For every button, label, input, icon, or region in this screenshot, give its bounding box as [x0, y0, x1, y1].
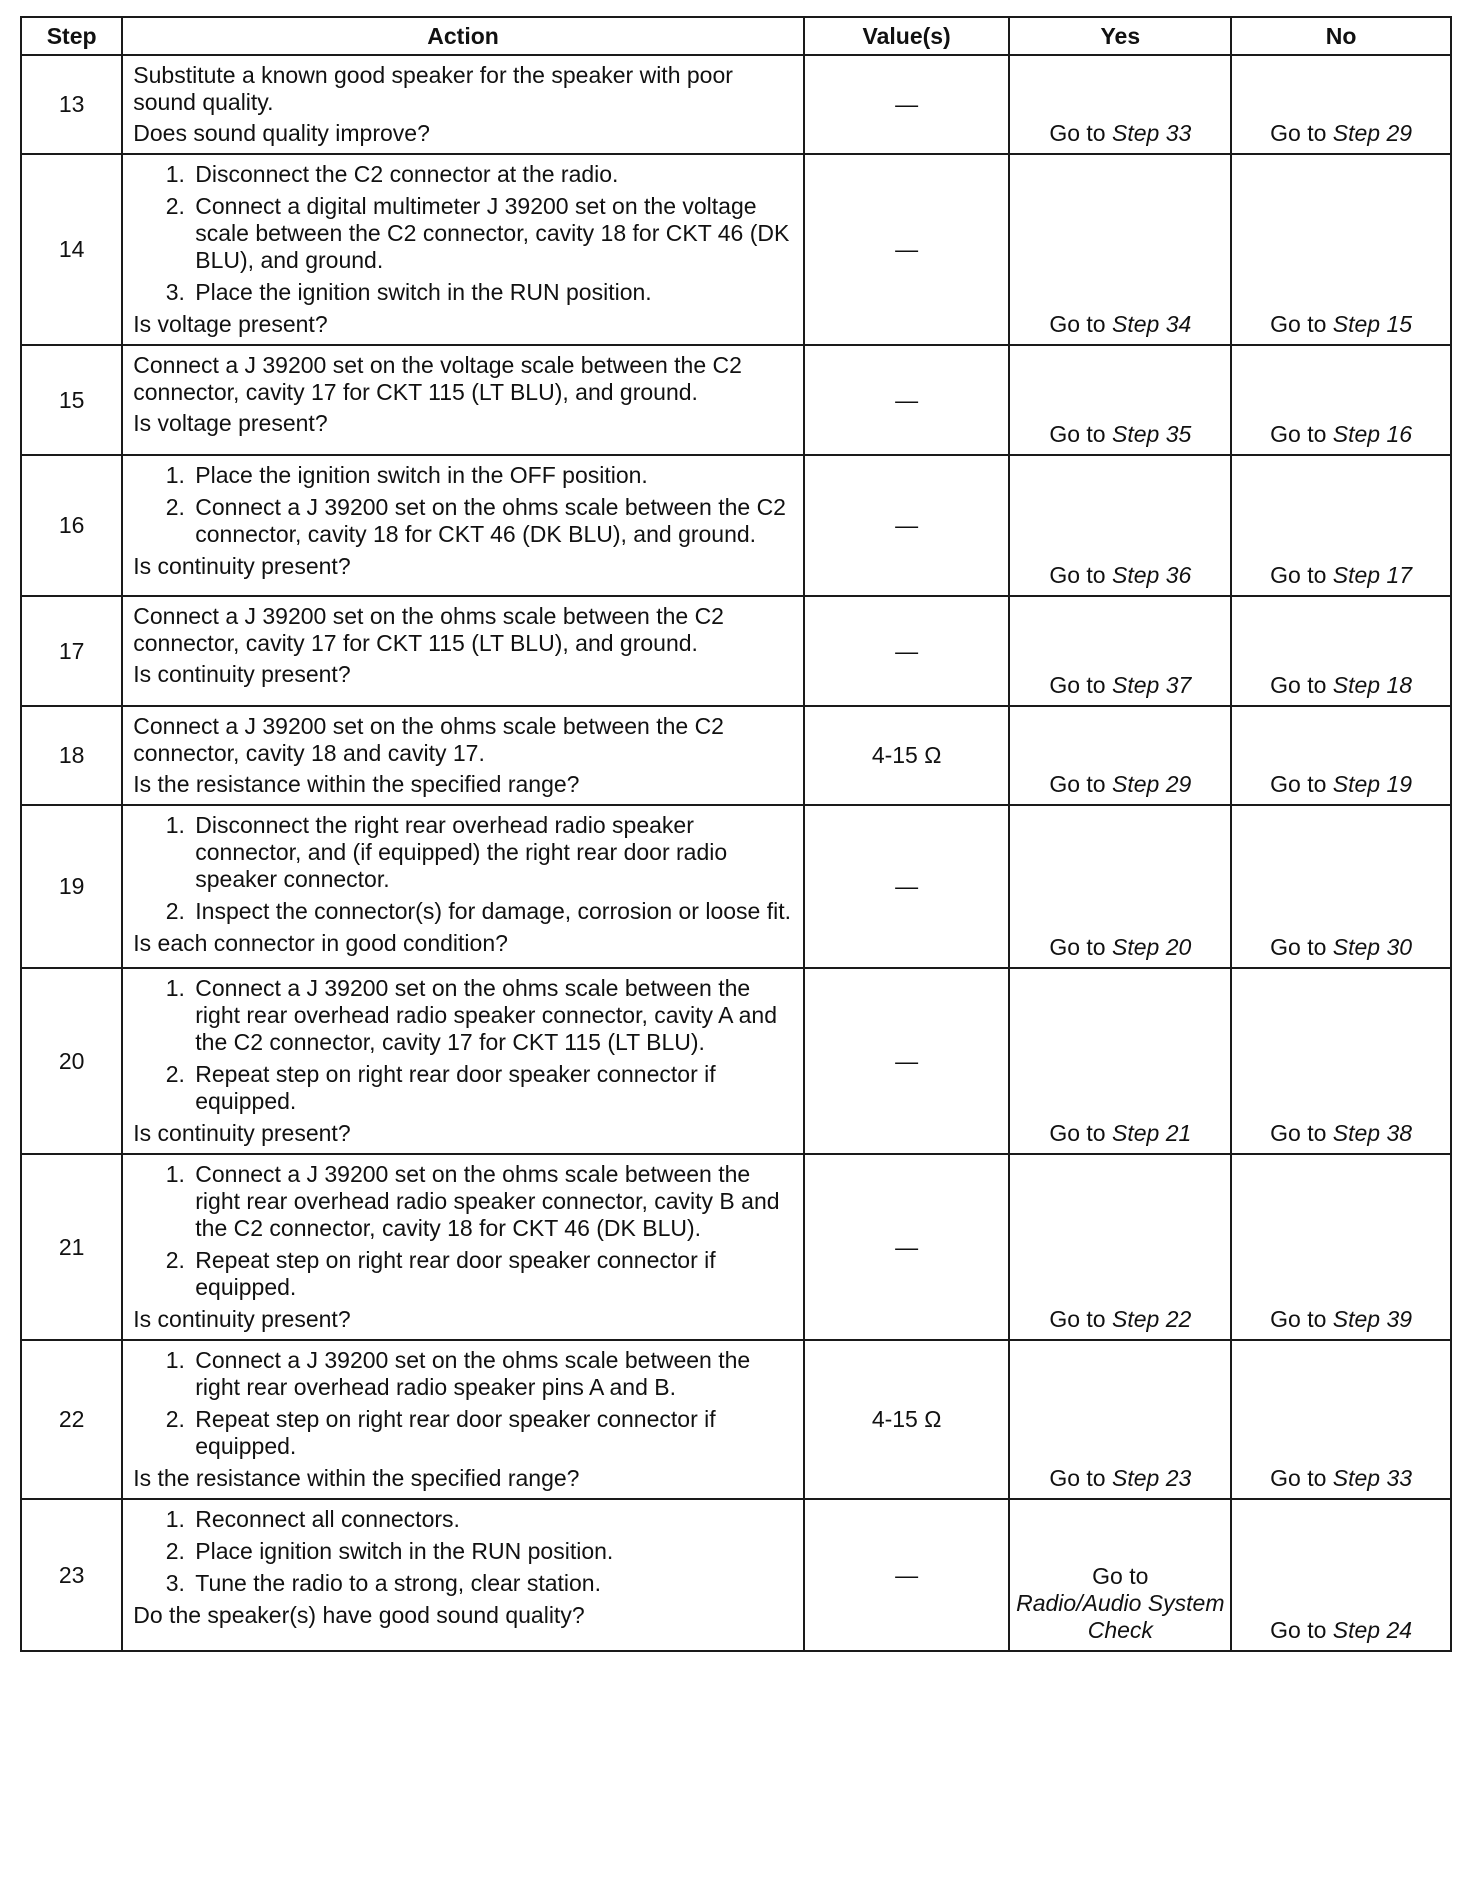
goto-prefix: Go to	[1270, 421, 1333, 447]
value-cell: —	[804, 455, 1010, 596]
no-outcome-cell	[1231, 455, 1451, 596]
action-cell	[122, 805, 804, 968]
table-row	[21, 1499, 1451, 1651]
action-cell	[122, 55, 804, 154]
goto-prefix: Go to	[1270, 562, 1333, 588]
action-step-item: 1. Disconnect the right rear overhead radio speaker connector, and (if equipped) the right rear door radio speaker connector.	[191, 812, 793, 893]
goto-target-link[interactable]: Step 39	[1332, 1306, 1413, 1332]
no-outcome-cell	[1231, 1340, 1451, 1499]
action-step-item: 1. Connect a J 39200 set on the ohms scale between the right rear overhead radio speaker connector, cavity B and the C2 connector, cavity 18 for CKT 46 (DK BLU).	[191, 1161, 793, 1242]
table-row	[21, 455, 1451, 596]
action-step-item: 3. Tune the radio to a strong, clear station.	[191, 1570, 793, 1597]
value-cell: 4-15 Ω	[804, 706, 1010, 805]
action-question: Is continuity present?	[133, 1120, 351, 1146]
action-question: Does sound quality improve?	[133, 120, 430, 146]
goto-target-link[interactable]: Step 23	[1111, 1465, 1192, 1491]
yes-outcome-cell	[1009, 596, 1231, 706]
yes-outcome-cell	[1009, 154, 1231, 345]
no-outcome-cell	[1231, 55, 1451, 154]
action-steps-list	[133, 1161, 793, 1301]
goto-prefix: Go to	[1049, 421, 1112, 447]
no-outcome-cell	[1231, 968, 1451, 1154]
goto-prefix: Go to	[1049, 1465, 1112, 1491]
step-number: 17	[21, 596, 122, 706]
goto-target-link[interactable]: Step 36	[1111, 562, 1192, 588]
goto-target-link[interactable]: Step 29	[1332, 120, 1413, 146]
goto-target-link[interactable]: Step 33	[1111, 120, 1192, 146]
action-step-item: 1. Place the ignition switch in the OFF position.	[191, 462, 793, 489]
action-steps-list	[133, 1506, 793, 1597]
table-row	[21, 345, 1451, 455]
action-step-item: 2. Repeat step on right rear door speaker connector if equipped.	[191, 1406, 793, 1460]
action-question: Is voltage present?	[133, 311, 328, 337]
table-header-row	[21, 17, 1451, 55]
goto-prefix: Go to	[1049, 1306, 1112, 1332]
action-cell	[122, 596, 804, 706]
goto-target-link[interactable]: Step 30	[1332, 934, 1413, 960]
goto-target-link[interactable]: Step 37	[1111, 672, 1192, 698]
goto-prefix: Go to	[1270, 1465, 1333, 1491]
goto-prefix: Go to	[1270, 1306, 1333, 1332]
value-cell: —	[804, 154, 1010, 345]
action-cell	[122, 968, 804, 1154]
action-question: Is the resistance within the specified range?	[133, 1465, 580, 1491]
goto-prefix: Go to	[1270, 120, 1333, 146]
goto-target-link[interactable]: Step 22	[1111, 1306, 1192, 1332]
action-step-item: 2. Connect a digital multimeter J 39200 set on the voltage scale between the C2 connector, cavity 18 for CKT 46 (DK BLU), and ground.	[191, 193, 793, 274]
step-number: 16	[21, 455, 122, 596]
action-question: Is continuity present?	[133, 553, 351, 579]
step-number: 23	[21, 1499, 122, 1651]
goto-prefix: Go to	[1092, 1563, 1149, 1589]
action-steps-list	[133, 812, 793, 925]
action-steps-list	[133, 975, 793, 1115]
action-cell	[122, 706, 804, 805]
value-cell: —	[804, 345, 1010, 455]
action-step-item: 1. Reconnect all connectors.	[191, 1506, 793, 1533]
action-step-item: 1. Connect a J 39200 set on the ohms scale between the right rear overhead radio speaker connector, cavity A and the C2 connector, cavity 17 for CKT 115 (LT BLU).	[191, 975, 793, 1056]
action-cell	[122, 455, 804, 596]
step-number: 19	[21, 805, 122, 968]
table-row	[21, 968, 1451, 1154]
yes-outcome-cell	[1009, 55, 1231, 154]
value-cell: —	[804, 55, 1010, 154]
step-number: 15	[21, 345, 122, 455]
diagnostic-table	[20, 16, 1452, 1652]
step-number: 14	[21, 154, 122, 345]
value-cell: 4-15 Ω	[804, 1340, 1010, 1499]
value-cell: —	[804, 596, 1010, 706]
step-number: 21	[21, 1154, 122, 1340]
step-number: 22	[21, 1340, 122, 1499]
action-step-item: 1. Disconnect the C2 connector at the radio.	[191, 161, 793, 188]
yes-outcome-cell	[1009, 345, 1231, 455]
action-steps-list	[133, 462, 793, 548]
goto-prefix: Go to	[1270, 771, 1333, 797]
goto-target-link[interactable]: Step 38	[1332, 1120, 1413, 1146]
action-question: Is each connector in good condition?	[133, 930, 508, 956]
table-body	[21, 55, 1451, 1651]
action-instruction: Connect a J 39200 set on the ohms scale between the C2 connector, cavity 17 for CKT 115 (LT BLU), and ground.	[133, 603, 724, 656]
step-number: 20	[21, 968, 122, 1154]
no-outcome-cell	[1231, 345, 1451, 455]
action-cell	[122, 1154, 804, 1340]
column-header-step: Step	[21, 17, 122, 55]
step-number: 18	[21, 706, 122, 805]
table-row	[21, 596, 1451, 706]
action-steps-list	[133, 1347, 793, 1460]
table-row	[21, 805, 1451, 968]
no-outcome-cell	[1231, 1154, 1451, 1340]
goto-target-link[interactable]: Step 33	[1332, 1465, 1413, 1491]
goto-prefix: Go to	[1270, 1617, 1333, 1643]
goto-prefix: Go to	[1270, 934, 1333, 960]
action-instruction: Connect a J 39200 set on the ohms scale between the C2 connector, cavity 18 and cavity 17.	[133, 713, 724, 766]
goto-target-link[interactable]: Step 15	[1332, 311, 1413, 337]
yes-outcome-cell	[1009, 805, 1231, 968]
action-step-item: 2. Inspect the connector(s) for damage, corrosion or loose fit.	[191, 898, 793, 925]
action-question: Is continuity present?	[133, 661, 351, 687]
goto-target-link[interactable]: Step 17	[1332, 562, 1413, 588]
goto-target-link[interactable]: Step 24	[1332, 1617, 1413, 1643]
action-cell	[122, 345, 804, 455]
goto-target-link[interactable]: Step 35	[1111, 421, 1192, 447]
goto-prefix: Go to	[1049, 120, 1112, 146]
action-question: Do the speaker(s) have good sound quality?	[133, 1602, 585, 1628]
no-outcome-cell	[1231, 154, 1451, 345]
goto-target-link[interactable]: Step 20	[1111, 934, 1192, 960]
yes-outcome-cell	[1009, 706, 1231, 805]
table-row	[21, 1340, 1451, 1499]
action-step-item: 2. Repeat step on right rear door speaker connector if equipped.	[191, 1061, 793, 1115]
value-cell: —	[804, 968, 1010, 1154]
action-question: Is voltage present?	[133, 410, 328, 436]
action-cell	[122, 1499, 804, 1651]
column-header-no: No	[1231, 17, 1451, 55]
goto-prefix: Go to	[1049, 1120, 1112, 1146]
column-header-yes: Yes	[1009, 17, 1231, 55]
action-cell	[122, 1340, 804, 1499]
goto-prefix: Go to	[1049, 311, 1112, 337]
goto-prefix: Go to	[1270, 1120, 1333, 1146]
column-header-values: Value(s)	[804, 17, 1010, 55]
yes-outcome-cell	[1009, 1340, 1231, 1499]
action-cell	[122, 154, 804, 345]
value-cell: —	[804, 1154, 1010, 1340]
goto-prefix: Go to	[1049, 771, 1112, 797]
yes-outcome-cell	[1009, 1154, 1231, 1340]
goto-prefix: Go to	[1049, 934, 1112, 960]
goto-prefix: Go to	[1049, 562, 1112, 588]
goto-target-link[interactable]: Step 21	[1111, 1120, 1192, 1146]
action-instruction: Substitute a known good speaker for the speaker with poor sound quality.	[133, 62, 733, 115]
step-number: 13	[21, 55, 122, 154]
action-instruction: Connect a J 39200 set on the voltage scale between the C2 connector, cavity 17 for CKT 115 (LT BLU), and ground.	[133, 352, 742, 405]
value-cell: —	[804, 1499, 1010, 1651]
yes-outcome-cell	[1009, 1499, 1231, 1651]
action-step-item: 2. Place ignition switch in the RUN position.	[191, 1538, 793, 1565]
goto-prefix: Go to	[1049, 672, 1112, 698]
goto-target-link[interactable]: Step 16	[1332, 421, 1413, 447]
goto-target-link[interactable]: Step 18	[1332, 672, 1413, 698]
action-steps-list	[133, 161, 793, 306]
goto-target-link[interactable]: Step 34	[1111, 311, 1192, 337]
table-row	[21, 1154, 1451, 1340]
goto-prefix: Go to	[1270, 672, 1333, 698]
goto-target-link[interactable]: Step 29	[1111, 771, 1192, 797]
yes-outcome-cell	[1009, 968, 1231, 1154]
action-step-item: 2. Connect a J 39200 set on the ohms scale between the C2 connector, cavity 18 for CKT 46 (DK BLU), and ground.	[191, 494, 793, 548]
yes-outcome-cell	[1009, 455, 1231, 596]
action-step-item: 2. Repeat step on right rear door speaker connector if equipped.	[191, 1247, 793, 1301]
table-row	[21, 154, 1451, 345]
no-outcome-cell	[1231, 1499, 1451, 1651]
action-step-item: 1. Connect a J 39200 set on the ohms scale between the right rear overhead radio speaker pins A and B.	[191, 1347, 793, 1401]
goto-target-link[interactable]: Radio/Audio System Check	[1016, 1590, 1225, 1643]
column-header-action: Action	[122, 17, 804, 55]
action-step-item: 3. Place the ignition switch in the RUN position.	[191, 279, 793, 306]
table-row	[21, 55, 1451, 154]
no-outcome-cell	[1231, 596, 1451, 706]
no-outcome-cell	[1231, 706, 1451, 805]
diagnostic-page	[20, 16, 1452, 1652]
no-outcome-cell	[1231, 805, 1451, 968]
goto-target-link[interactable]: Step 19	[1332, 771, 1413, 797]
value-cell: —	[804, 805, 1010, 968]
action-question: Is continuity present?	[133, 1306, 351, 1332]
goto-prefix: Go to	[1270, 311, 1333, 337]
table-row	[21, 706, 1451, 805]
action-question: Is the resistance within the specified range?	[133, 771, 580, 797]
